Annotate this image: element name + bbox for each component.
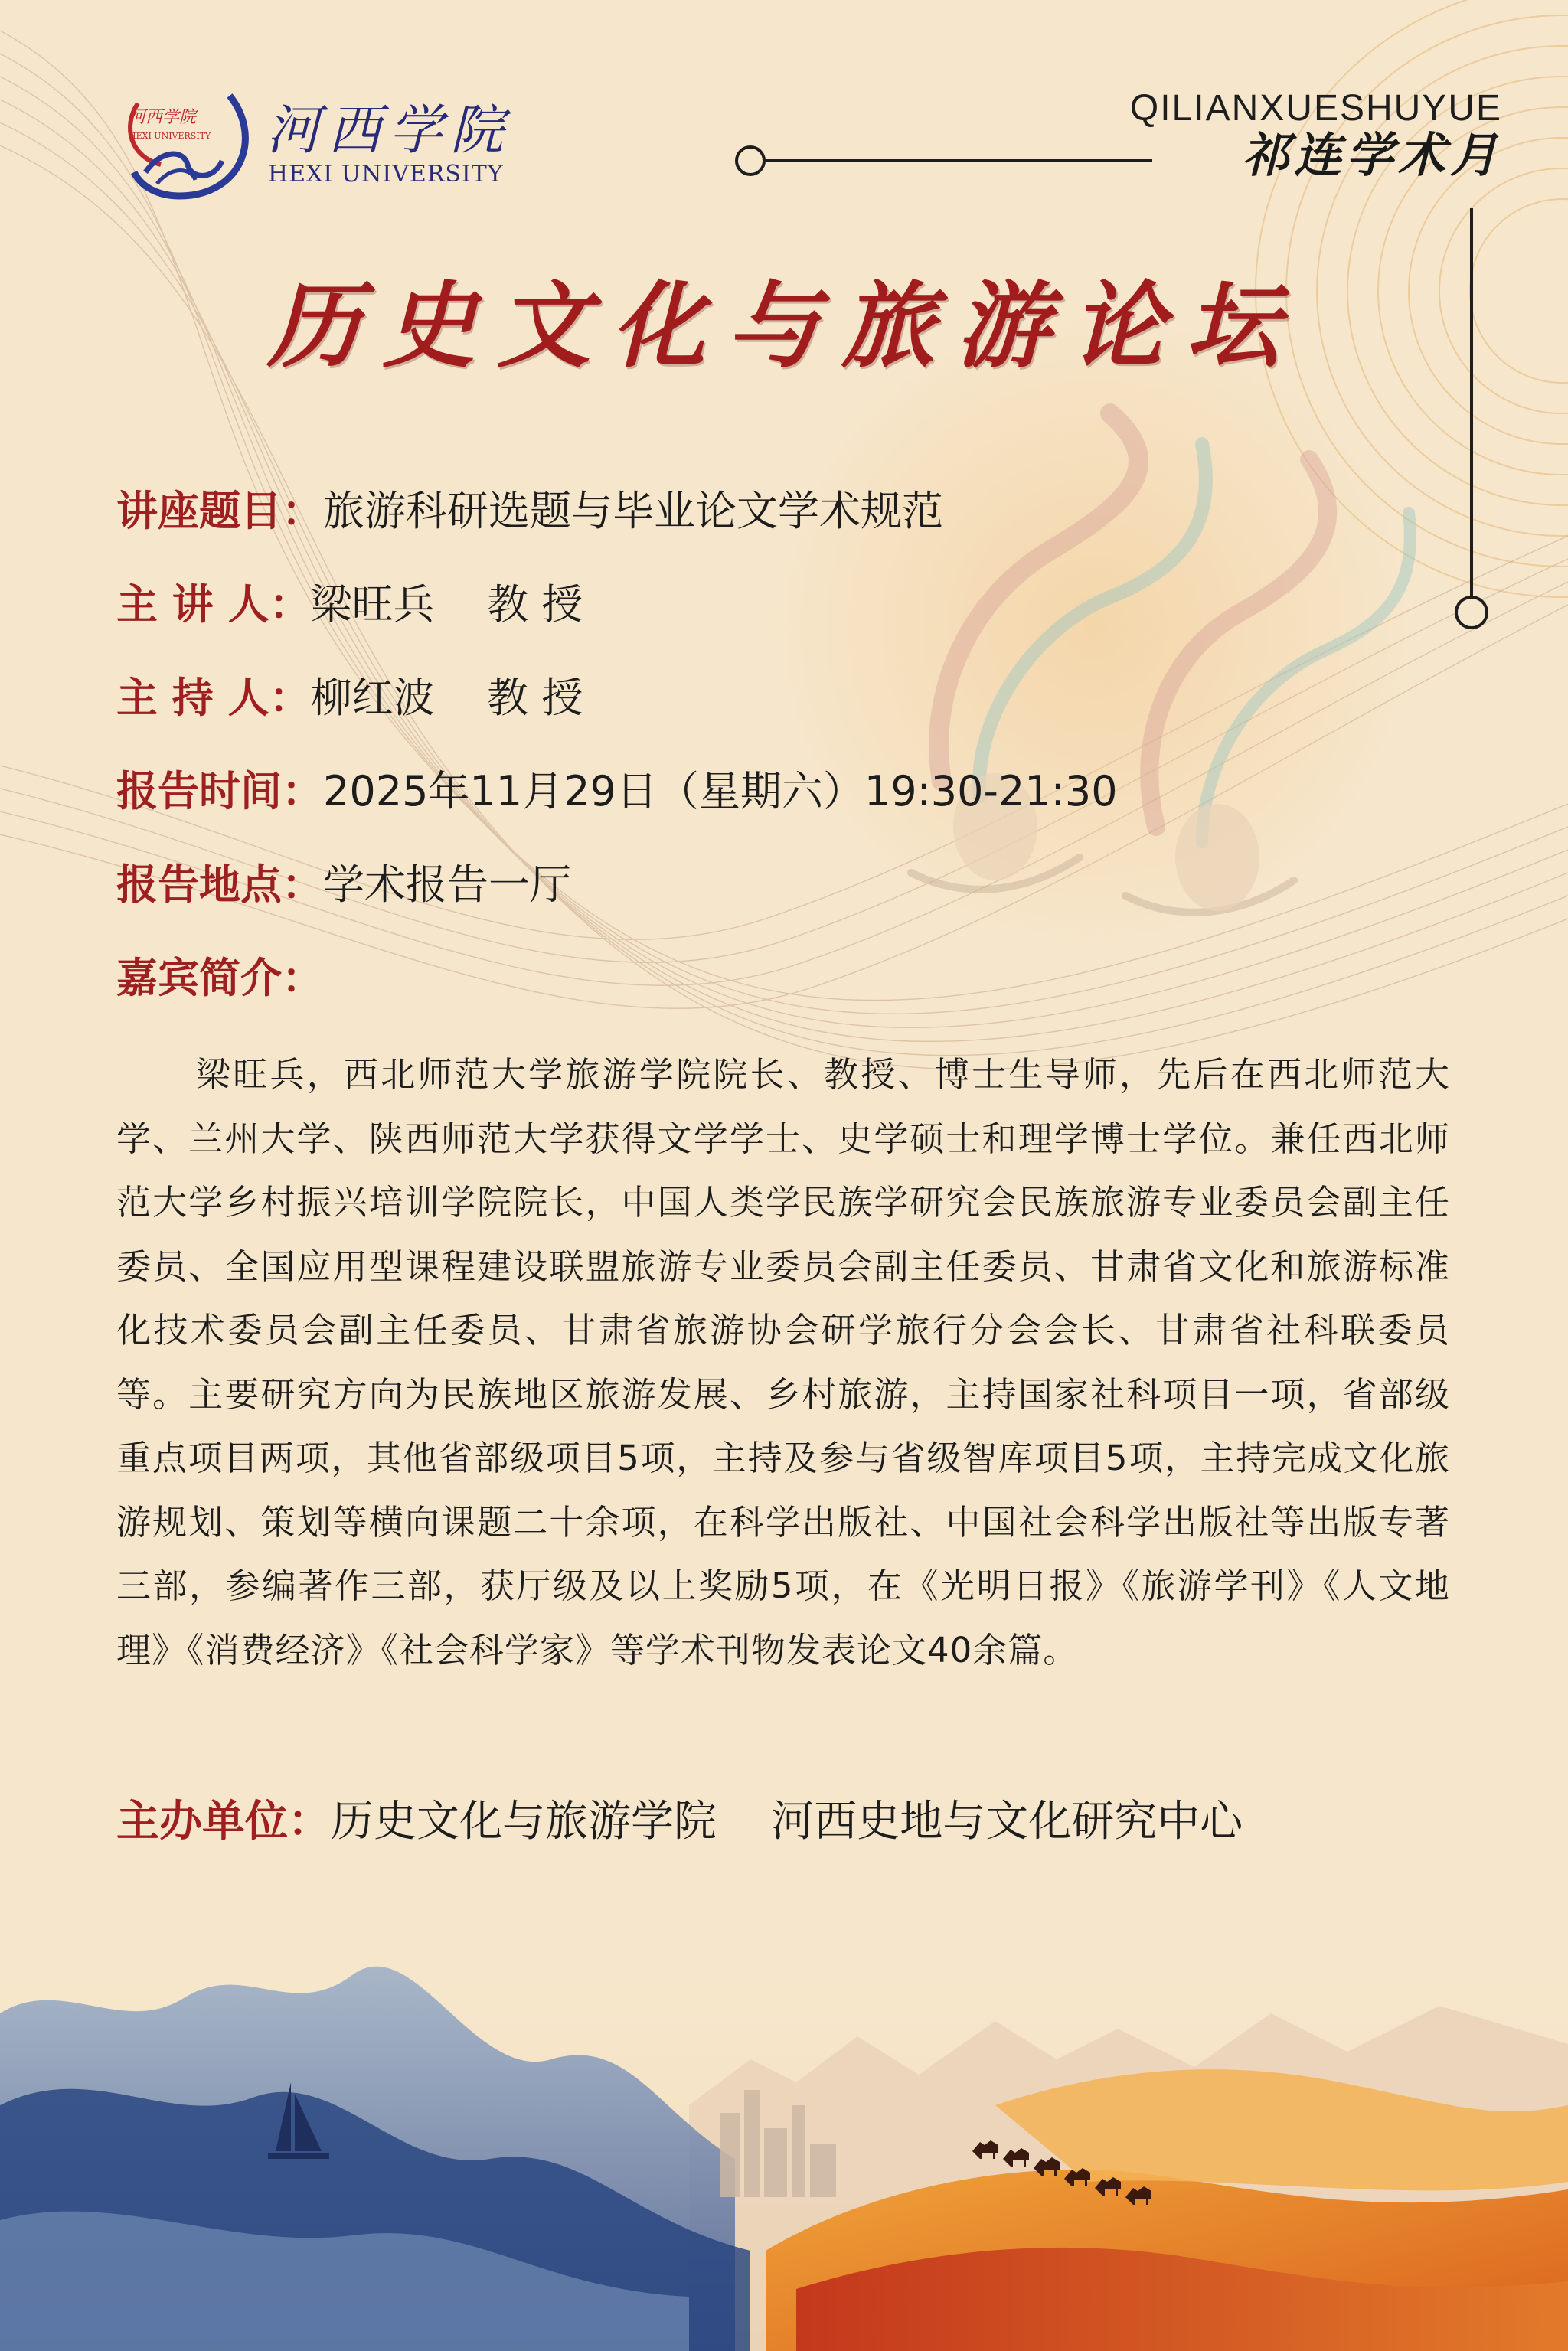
detail-value: 学术报告一厅 [323,860,571,909]
academic-month-title: 祁连学术月 [1241,127,1502,183]
university-emblem-icon [115,73,253,203]
detail-label: 报告地点： [116,860,323,909]
organizer-label: 主办单位： [116,1797,331,1847]
detail-value: 旅游科研选题与毕业论文学术规范 [323,487,943,535]
detail-label: 报告时间： [116,767,323,815]
forum-title: 历史文化与旅游论坛 [267,272,1301,380]
detail-row-speaker [116,574,583,635]
detail-label: 主 持 人： [116,674,311,722]
logo-english-name: HEXI UNIVERSITY [268,161,504,188]
apsara-figures-illustration [880,398,1432,980]
landscape-illustration [0,1929,1568,2351]
detail-label: 主 讲 人： [116,580,311,629]
academic-month-pinyin: QILIANXUESHUYUE [1129,88,1502,129]
detail-row-guest-intro [116,948,323,1009]
guest-biography: 梁旺兵，西北师范大学旅游学院院长、教授、博士生导师，先后在西北师范大学、兰州大学、陕西师范大学获得文学学士、史学硕士和理学博士学位。兼任西北师范大学乡村振兴培训学院院长，中国人类学民族学研究会民族旅游专业委员会副主任委员、全国应用型课程建设联盟旅游专业委员会副主任委员、甘肃省文化和旅游标准化技术委员会副主任委员、甘肃省旅游协会研学旅行分会会长、甘肃省社科联委员等。主要研究方向为民族地区旅游发展、乡村旅游，主持国家社科项目一项，省部级重点项目两项，其他省部级项目5项，主持及参与省级智库项目5项，主持完成文化旅游规划、策划等横向课题二十余项，在科学出版社、中国社会科学出版社等出版专著三部，参编著作三部，获厅级及以上奖励5项，在《光明日报》《旅游学刊》《人文地理》《消费经济》《社会科学家》等学术刊物发表论文40余篇。 [116,1054,1450,1670]
detail-value: 柳红波 教 授 [310,674,583,722]
university-logo [115,73,528,203]
detail-row-time [116,761,1118,822]
svg-text:HEXI UNIVERSITY: HEXI UNIVERSITY [129,131,211,141]
detail-value: 2025年11月29日（星期六）19:30-21:30 [323,767,1118,815]
detail-label: 讲座题目： [116,487,323,535]
organizer-value: 历史文化与旅游学院 河西史地与文化研究中心 [331,1797,1243,1847]
detail-row-location [116,854,571,916]
detail-row-topic [116,481,943,542]
logo-chinese-name: 河西学院 [266,99,511,162]
detail-value: 梁旺兵 教 授 [310,580,583,629]
organizer-row [116,1797,1243,1847]
detail-row-host-person [116,668,583,729]
svg-text:河西学院: 河西学院 [129,108,197,127]
detail-label: 嘉宾简介： [116,954,323,1002]
